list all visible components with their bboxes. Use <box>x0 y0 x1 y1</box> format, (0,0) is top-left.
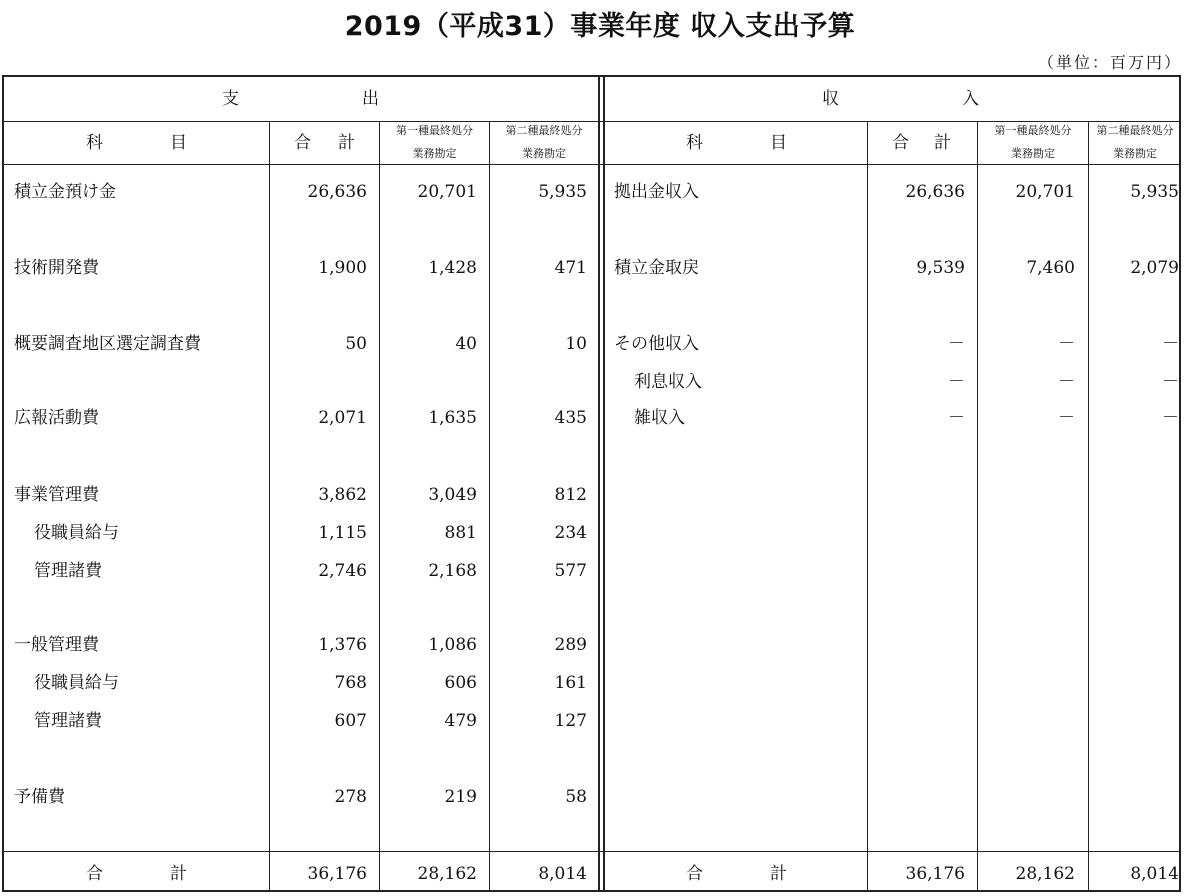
header-second-kind: 業務勘定 <box>1113 147 1157 160</box>
header-total: 合 <box>892 133 909 153</box>
row-second: 127 <box>554 711 587 731</box>
row-first: － <box>1058 372 1075 392</box>
row-label: その他収入 <box>614 334 699 354</box>
row-second: 5,935 <box>538 182 587 202</box>
col-divider <box>867 121 868 890</box>
row-first: 20,701 <box>1015 182 1075 202</box>
header-first-kind: 第一種最終処分 <box>396 124 473 137</box>
footer-first: 28,162 <box>1015 864 1075 884</box>
row-second: 435 <box>554 408 587 428</box>
row-second: 289 <box>554 635 587 655</box>
row-total: － <box>948 408 965 428</box>
row-total: 26,636 <box>307 182 367 202</box>
header-item: 科 <box>86 133 103 153</box>
row-total: 607 <box>334 711 367 731</box>
row-total: 50 <box>345 334 367 354</box>
footer-second: 8,014 <box>1130 864 1179 884</box>
row-label: 概要調査地区選定調査費 <box>14 334 201 354</box>
row-second: 161 <box>554 673 587 693</box>
row-first: 3,049 <box>428 485 477 505</box>
header-first-kind: 第一種最終処分 <box>994 124 1072 137</box>
footer-first: 28,162 <box>417 864 477 884</box>
row-label: 管理諸費 <box>34 561 102 581</box>
footer-total: 36,176 <box>307 864 367 884</box>
header-item: 目 <box>770 133 787 153</box>
row-second: 812 <box>554 485 587 505</box>
row-label: 一般管理費 <box>14 635 99 655</box>
row-label: 利息収入 <box>634 372 702 392</box>
footer-top-line <box>4 851 1179 852</box>
row-label: 積立金取戻 <box>614 258 699 278</box>
header-first-kind: 業務勘定 <box>1011 147 1055 160</box>
row-total: 9,539 <box>916 258 965 278</box>
header-divider <box>4 121 1179 122</box>
row-total: 768 <box>334 673 367 693</box>
row-second: 10 <box>565 334 587 354</box>
header-total: 計 <box>934 133 951 153</box>
row-second: 471 <box>554 258 587 278</box>
row-first: － <box>1058 408 1075 428</box>
row-total: 2,746 <box>318 561 367 581</box>
col-divider <box>977 121 978 890</box>
row-first: 881 <box>444 523 477 543</box>
row-second: 58 <box>565 787 587 807</box>
footer-label: 計 <box>770 864 787 884</box>
row-label: 拠出金収入 <box>614 182 699 202</box>
row-label: 管理諸費 <box>34 711 102 731</box>
footer-total: 36,176 <box>905 864 965 884</box>
budget-table <box>2 75 1181 892</box>
row-label: 役職員給与 <box>34 523 119 543</box>
row-first: － <box>1058 334 1075 354</box>
row-total: 3,862 <box>318 485 367 505</box>
row-first: 1,086 <box>428 635 477 655</box>
header-bottom-line <box>4 164 1179 165</box>
row-second: 577 <box>554 561 587 581</box>
footer-second: 8,014 <box>538 864 587 884</box>
row-label: 技術開発費 <box>14 258 99 278</box>
col-divider <box>379 121 380 890</box>
row-label: 雑収入 <box>634 408 685 428</box>
row-total: 2,071 <box>318 408 367 428</box>
row-total: 26,636 <box>905 182 965 202</box>
header-first-kind: 業務勘定 <box>412 147 457 160</box>
header-total: 合 <box>294 133 311 153</box>
row-first: 20,701 <box>417 182 477 202</box>
col-divider <box>269 121 270 890</box>
row-second: － <box>1162 334 1179 354</box>
row-first: 479 <box>444 711 477 731</box>
row-total: 1,900 <box>318 258 367 278</box>
row-second: 234 <box>554 523 587 543</box>
row-label: 予備費 <box>14 787 65 807</box>
unit-note: （単位：百万円） <box>1037 53 1182 72</box>
col-divider <box>1088 121 1089 890</box>
revenue-section-label: 入 <box>962 89 979 109</box>
row-first: 2,168 <box>428 561 477 581</box>
page-title: 2019（平成31）事業年度 収入支出予算 <box>344 11 856 42</box>
row-first: 1,635 <box>428 408 477 428</box>
row-first: 40 <box>455 334 477 354</box>
row-total: － <box>948 334 965 354</box>
header-second-kind: 業務勘定 <box>522 147 566 160</box>
row-label: 事業管理費 <box>14 485 99 505</box>
header-item: 目 <box>170 133 187 153</box>
header-item: 科 <box>686 133 703 153</box>
row-first: 606 <box>444 673 477 693</box>
row-second: 5,935 <box>1130 182 1179 202</box>
row-total: － <box>948 372 965 392</box>
row-total: 1,376 <box>318 635 367 655</box>
row-second: － <box>1162 372 1179 392</box>
row-first: 1,428 <box>428 258 477 278</box>
section-divider <box>598 77 600 890</box>
section-divider <box>603 77 605 890</box>
row-second: 2,079 <box>1130 258 1179 278</box>
header-total: 計 <box>338 133 355 153</box>
revenue-section-label: 収 <box>822 89 839 109</box>
expenditure-section-label: 支 <box>222 89 239 109</box>
row-first: 7,460 <box>1026 258 1075 278</box>
footer-label: 計 <box>170 864 187 884</box>
footer-label: 合 <box>686 864 703 884</box>
header-second-kind: 第二種最終処分 <box>1096 124 1174 137</box>
header-second-kind: 第二種最終処分 <box>505 124 583 137</box>
footer-label: 合 <box>86 864 103 884</box>
row-first: 219 <box>444 787 477 807</box>
row-second: － <box>1162 408 1179 428</box>
row-total: 1,115 <box>318 523 367 543</box>
expenditure-section-label: 出 <box>362 89 379 109</box>
col-divider <box>489 121 490 890</box>
row-total: 278 <box>334 787 367 807</box>
row-label: 広報活動費 <box>14 408 99 428</box>
row-label: 積立金預け金 <box>14 182 116 202</box>
row-label: 役職員給与 <box>34 673 119 693</box>
